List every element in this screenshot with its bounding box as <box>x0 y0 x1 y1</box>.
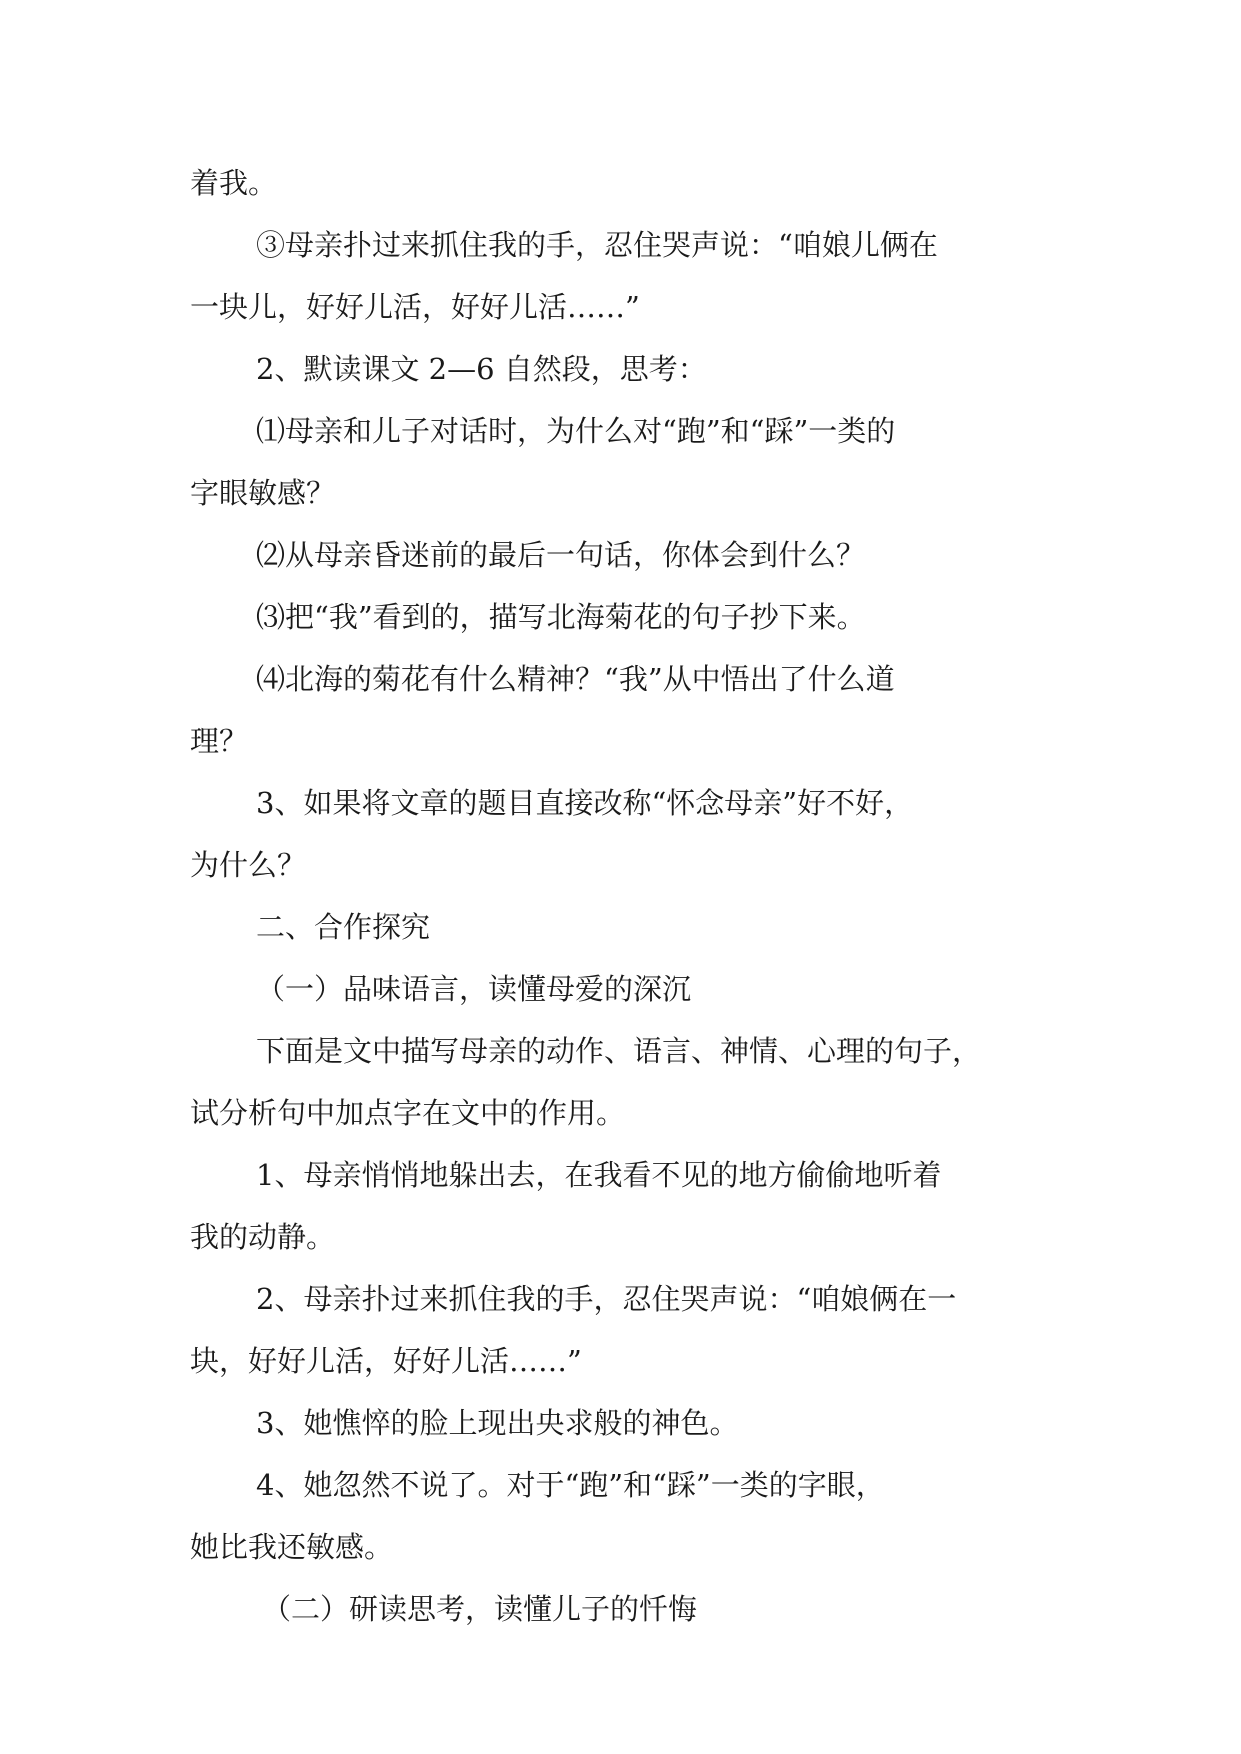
text-line: 理？ <box>190 724 249 758</box>
text-line: 1、母亲悄悄地躲出去，在我看不见的地方偷偷地听着 <box>256 1158 942 1192</box>
text-line: 2、母亲扑过来抓住我的手，忍住哭声说：“咱娘俩在一 <box>256 1282 957 1316</box>
text-line: 3、如果将文章的题目直接改称“怀念母亲”好不好， <box>256 786 914 820</box>
text-line: ⑷北海的菊花有什么精神？“我”从中悟出了什么道 <box>256 662 895 696</box>
text-line: ⑴母亲和儿子对话时，为什么对“跑”和“踩”一类的 <box>256 414 896 448</box>
text-line: 2、默读课文 2—6 自然段，思考： <box>256 352 707 386</box>
text-line: ⑶把“我”看到的，描写北海菊花的句子抄下来。 <box>256 600 866 634</box>
text-line: 着我。 <box>190 166 278 200</box>
text-line: 下面是文中描写母亲的动作、语言、神情、心理的句子， <box>256 1034 982 1068</box>
text-line: 我的动静。 <box>190 1220 336 1254</box>
text-line: 字眼敏感？ <box>190 476 336 510</box>
text-line: 一块儿，好好儿活，好好儿活……” <box>190 290 640 324</box>
section-heading: 二、合作探究 <box>256 910 431 944</box>
text-line: 块，好好儿活，好好儿活……” <box>190 1344 582 1378</box>
text-line: ⑵从母亲昏迷前的最后一句话，你体会到什么？ <box>256 538 866 572</box>
subsection-heading: （一）品味语言，读懂母爱的深沉 <box>256 972 692 1006</box>
subsection-heading: （二）研读思考，读懂儿子的忏悔 <box>262 1592 698 1626</box>
text-line: 她比我还敏感。 <box>190 1530 394 1564</box>
text-line: 为什么？ <box>190 848 307 882</box>
text-line: 3、她憔悴的脸上现出央求般的神色。 <box>256 1406 739 1440</box>
text-line: ③母亲扑过来抓住我的手，忍住哭声说：“咱娘儿俩在 <box>256 228 938 262</box>
text-line: 试分析句中加点字在文中的作用。 <box>190 1096 626 1130</box>
text-line: 4、她忽然不说了。对于“跑”和“踩”一类的字眼， <box>256 1468 885 1502</box>
